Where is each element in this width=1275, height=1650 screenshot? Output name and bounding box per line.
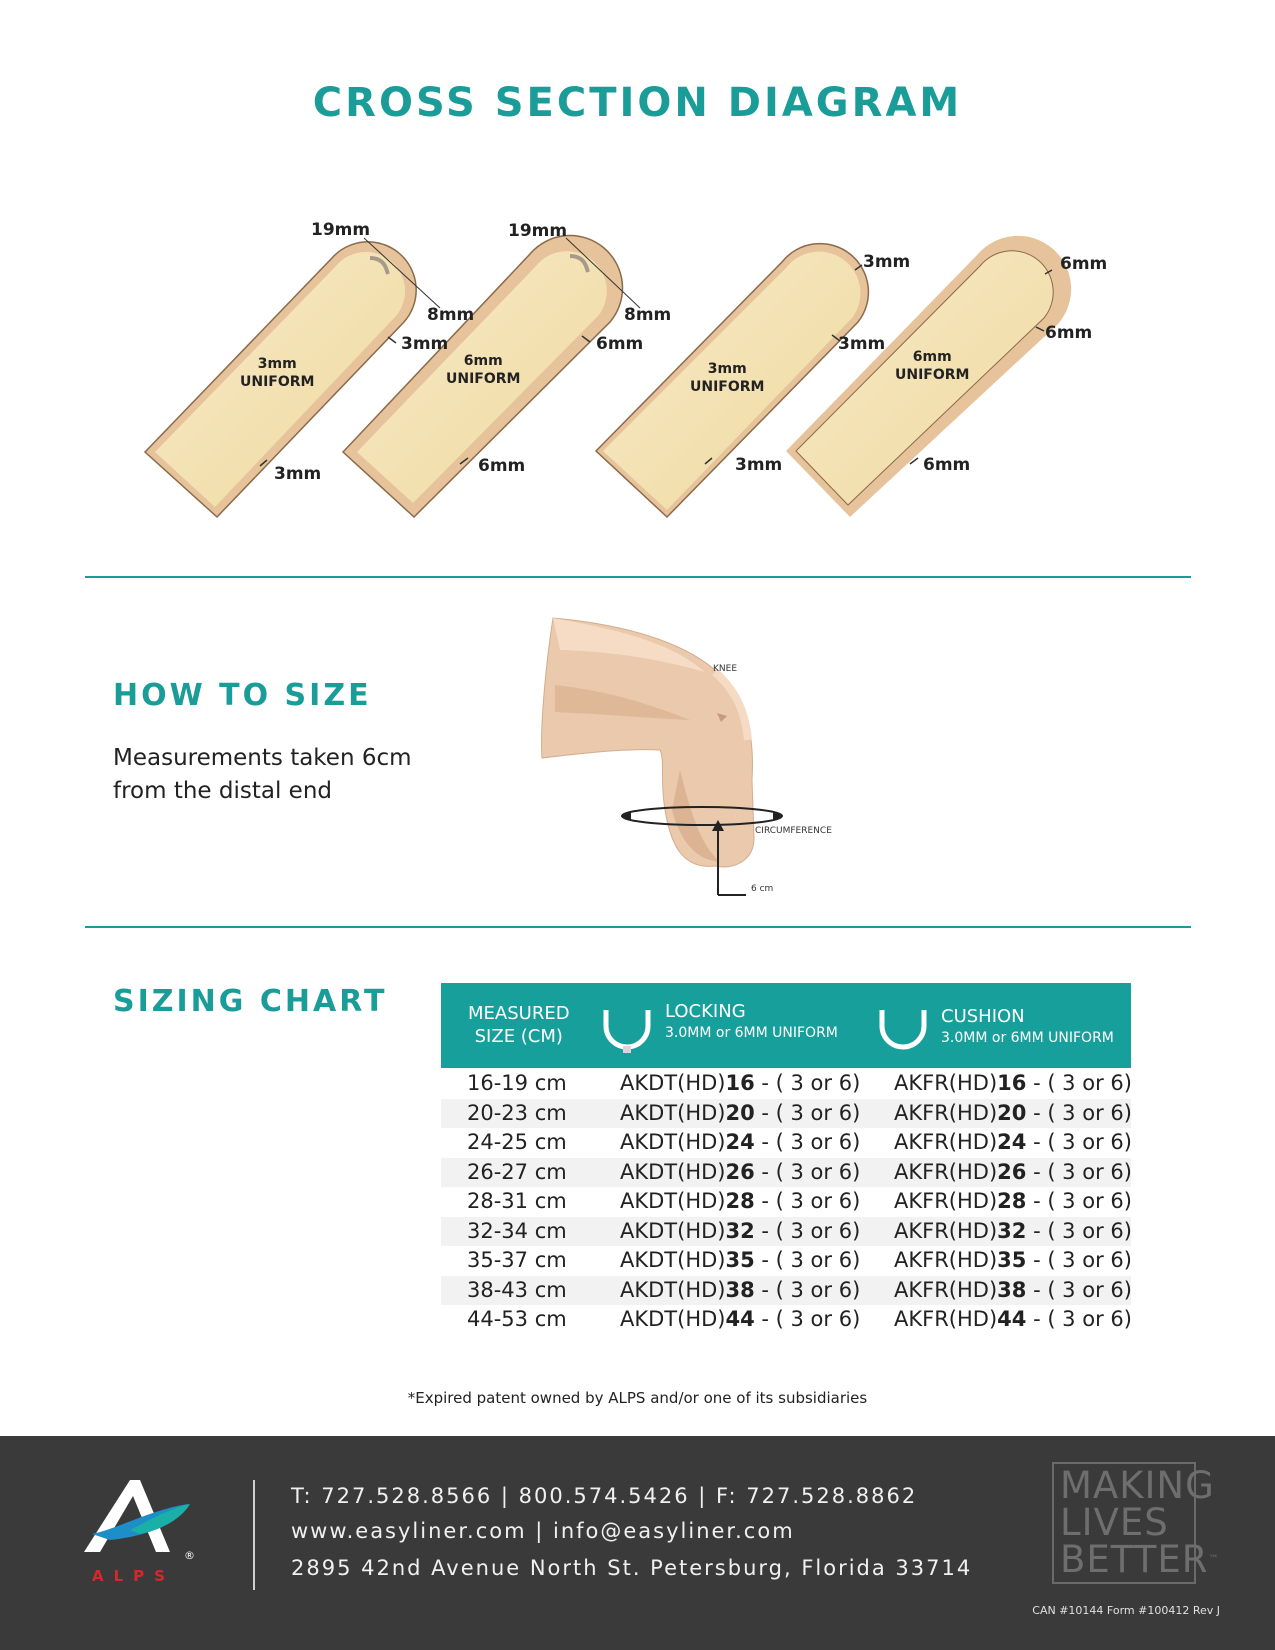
liner3-dim-bottom: 3mm [735, 455, 783, 475]
footer-divider [253, 1480, 255, 1590]
liner2-dim-side: 6mm [596, 334, 644, 354]
liner3-label: 3mm UNIFORM [690, 361, 765, 395]
table-row: 26-27 cm AKDT(HD)26 - ( 3 or 6) AKFR(HD)26 - ( 3 or 6) [441, 1158, 1131, 1188]
distance-label: 6 cm [751, 884, 774, 894]
table-row: 38-43 cm AKDT(HD)38 - ( 3 or 6) AKFR(HD)38 - ( 3 or 6) [441, 1276, 1131, 1306]
table-row: 28-31 cm AKDT(HD)28 - ( 3 or 6) AKFR(HD)28 - ( 3 or 6) [467, 1189, 1132, 1213]
form-code: CAN #10144 Form #100412 Rev J [1032, 1604, 1220, 1617]
logo-registered: ® [184, 1549, 195, 1562]
footer-phone: T: 727.528.8566 | 800.574.5426 | F: 727.528.8862 [291, 1484, 918, 1508]
liner3-dim-tip: 3mm [863, 252, 911, 272]
liner1-dim-tip: 8mm [427, 305, 475, 325]
liner1-label: 3mm UNIFORM [240, 356, 315, 390]
liner2-dim-bottom: 6mm [478, 456, 526, 476]
page-title: CROSS SECTION DIAGRAM [312, 80, 963, 126]
cushion-liner-icon [878, 1006, 928, 1056]
how-to-size-text: Measurements taken 6cm from the distal end [113, 745, 412, 804]
liner3-dim-side: 3mm [838, 334, 886, 354]
table-row: 44-53 cm AKDT(HD)44 - ( 3 or 6) AKFR(HD)44 - ( 3 or 6) [467, 1307, 1132, 1331]
header-cushion-sub: 3.0MM or 6MM UNIFORM [941, 1030, 1114, 1046]
alps-logo-icon [70, 1474, 200, 1574]
cross-section-diagram [0, 0, 1275, 560]
liner4-label: 6mm UNIFORM [895, 349, 970, 383]
footnote: *Expired patent owned by ALPS and/or one of its subsidiaries [407, 1389, 868, 1407]
liner4-dim-side: 6mm [1045, 323, 1093, 343]
header-measured: MEASURED SIZE (CM) [468, 1003, 570, 1047]
making-lives-better-badge: MAKING LIVES BETTER™ [1052, 1462, 1196, 1584]
how-to-size-title: HOW TO SIZE [113, 678, 372, 713]
circumference-label: CIRCUMFERENCE [755, 826, 832, 836]
table-row: 20-23 cm AKDT(HD)20 - ( 3 or 6) AKFR(HD)20 - ( 3 or 6) [441, 1099, 1131, 1129]
locking-liner-icon [602, 1006, 652, 1056]
liner2-dim-top: 19mm [508, 221, 568, 241]
header-cushion-title: CUSHION [941, 1006, 1025, 1027]
liner1-dim-top: 19mm [311, 220, 371, 240]
sizing-chart-title: SIZING CHART [113, 984, 388, 1019]
liner2-label: 6mm UNIFORM [446, 353, 521, 387]
table-row: 24-25 cm AKDT(HD)24 - ( 3 or 6) AKFR(HD)24 - ( 3 or 6) [467, 1130, 1132, 1154]
liner2-dim-tip: 8mm [624, 305, 672, 325]
sizing-chart-rows [441, 1069, 1131, 1335]
table-row: 32-34 cm AKDT(HD)32 - ( 3 or 6) AKFR(HD)32 - ( 3 or 6) [441, 1217, 1131, 1247]
header-locking-title: LOCKING [665, 1001, 746, 1022]
sizing-chart-header [441, 983, 1131, 1068]
liner1-dim-bottom: 3mm [274, 464, 322, 484]
divider-middle [85, 926, 1191, 928]
liner1-dim-side: 3mm [401, 334, 449, 354]
logo-text: ALPS [92, 1567, 175, 1585]
divider-top [85, 576, 1191, 578]
limb-illustration [530, 610, 850, 910]
header-locking-sub: 3.0MM or 6MM UNIFORM [665, 1025, 838, 1041]
footer-web: www.easyliner.com | info@easyliner.com [291, 1519, 795, 1543]
liner4-dim-bottom: 6mm [923, 455, 971, 475]
table-row: 16-19 cm AKDT(HD)16 - ( 3 or 6) AKFR(HD)16 - ( 3 or 6) [467, 1071, 1132, 1095]
table-row: 35-37 cm AKDT(HD)35 - ( 3 or 6) AKFR(HD)35 - ( 3 or 6) [467, 1248, 1132, 1272]
knee-label: KNEE [713, 664, 738, 674]
liner4-dim-tip: 6mm [1060, 254, 1108, 274]
footer-address: 2895 42nd Avenue North St. Petersburg, Florida 33714 [291, 1556, 973, 1580]
